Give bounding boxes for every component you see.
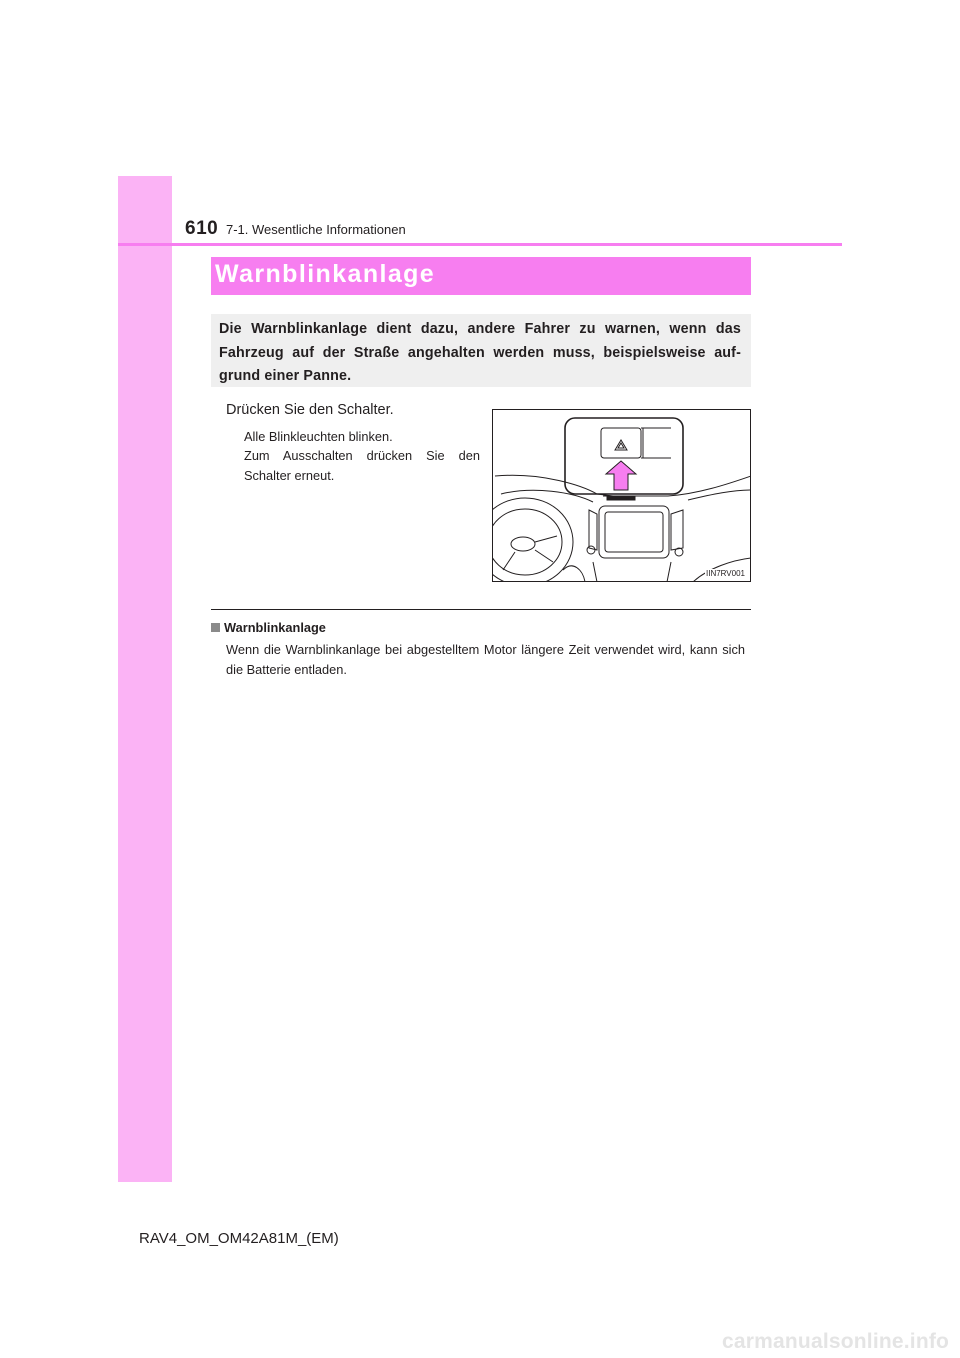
header-divider	[118, 243, 842, 246]
dashboard-illustration	[492, 409, 751, 582]
instruction-step: Drücken Sie den Schalter.	[226, 402, 394, 418]
note-divider	[211, 609, 751, 610]
press-arrow-icon	[606, 461, 636, 490]
page-title: Warnblinkanlage	[215, 260, 436, 288]
panel-lines	[641, 428, 671, 458]
cluster-hood	[501, 490, 593, 502]
center-display-screen	[605, 512, 663, 552]
intro-text: Die Warnblinkanlage dient dazu, andere Fahrer zu warnen, wenn das Fahrzeug auf der Straße angehalten werden muss, beispielsweise auf-grund einer Panne.	[219, 321, 741, 384]
note-heading: Warnblinkanlage	[224, 620, 326, 635]
left-vent	[589, 510, 597, 550]
chapter-side-tab	[118, 176, 172, 1182]
instruction-detail: Zum Ausschalten drücken Sie den Schalter erneut.	[244, 448, 480, 483]
page-number: 610	[185, 218, 219, 239]
footer-code: RAV4_OM_OM42A81M_(EM)	[139, 1230, 339, 1247]
instruction-detail: Alle Blinkleuchten blinken.	[244, 429, 393, 444]
steering-hub	[511, 537, 535, 551]
illustration-id: IIN7RV001	[706, 569, 745, 578]
section-header: 7-1. Wesentliche Informationen	[226, 222, 406, 237]
dashboard-drawing	[493, 410, 751, 582]
right-vent	[671, 510, 683, 550]
watermark: carmanualsonline.info	[722, 1330, 950, 1353]
steering-spokes	[503, 536, 557, 570]
stalk	[563, 566, 585, 582]
right-knob	[675, 548, 683, 556]
note-marker-icon	[211, 623, 220, 632]
hazard-switch	[607, 496, 635, 500]
left-knob	[587, 546, 595, 554]
console-sides	[593, 562, 671, 582]
steering-wheel-inner	[493, 509, 562, 575]
center-display	[599, 506, 669, 558]
note-body: Wenn die Warnblinkanlage bei abgestelltem Motor längere Zeit verwendet wird, kann sich die Batterie entladen.	[226, 642, 745, 677]
